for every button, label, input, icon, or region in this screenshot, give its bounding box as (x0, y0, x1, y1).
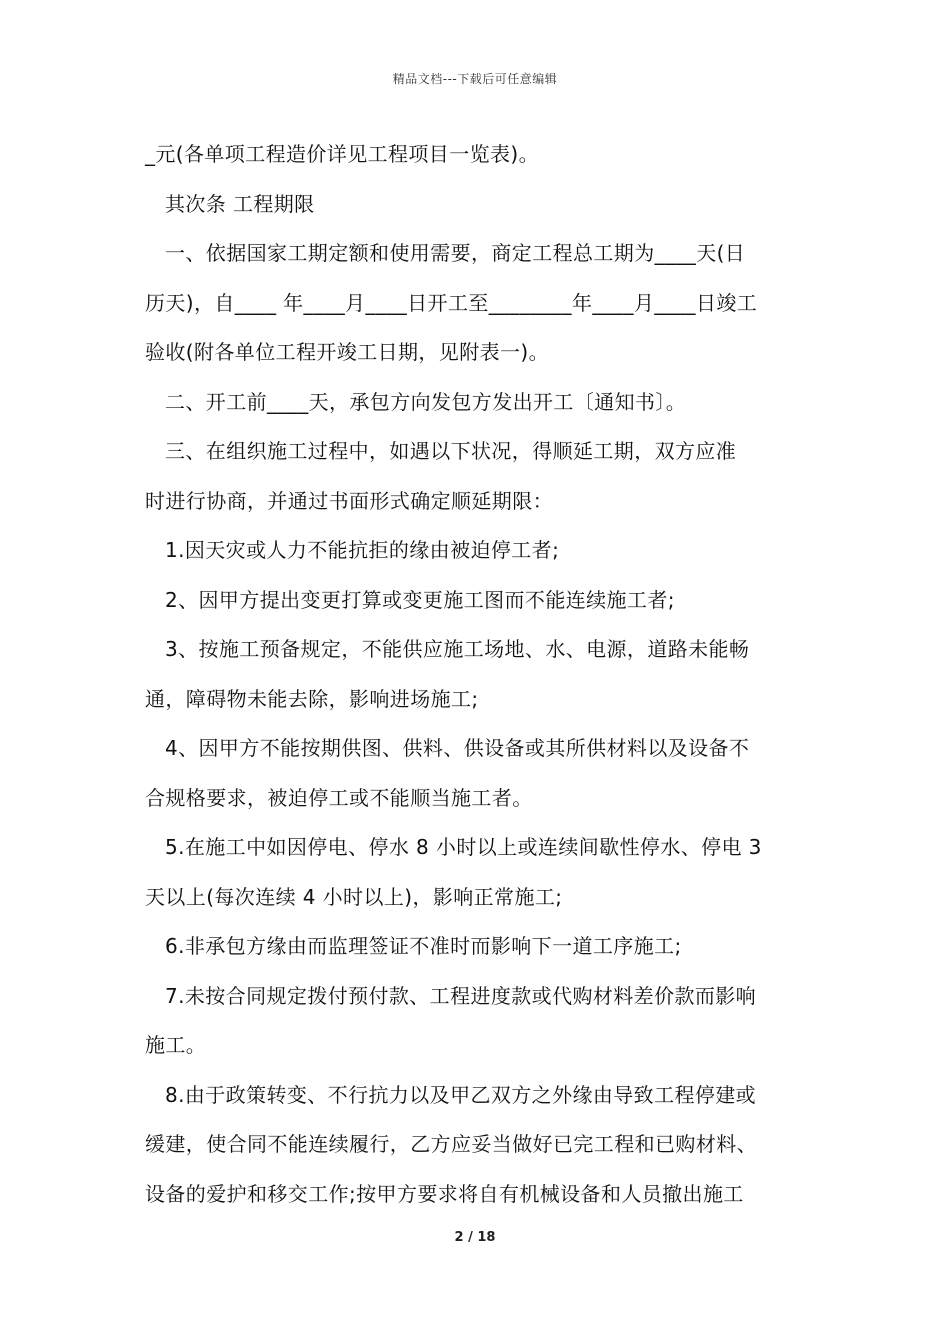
list-item-continuation: 设备的爱护和移交工作;按甲方要求将自有机械设备和人员撤出施工 (145, 1181, 744, 1206)
list-item-continuation: 合规格要求，被迫停工或不能顺当施工者。 (145, 785, 533, 810)
paragraph-line: 二、开工前____天，承包方向发包方发出开工〔通知书〕。 (165, 389, 687, 414)
paragraph-line: 历天)，自____ 年____月____日开工至________年____月____日竣工 (145, 290, 758, 315)
document-body (145, 130, 815, 1219)
list-item: 8.由于政策转变、不行抗力以及甲乙双方之外缘由导致工程停建或 (165, 1082, 757, 1107)
list-item-continuation: 缓建，使合同不能连续履行，乙方应妥当做好已完工程和已购材料、 (145, 1132, 757, 1156)
section-heading: 其次条 工程期限 (165, 191, 315, 216)
list-item: 1.因天灾或人力不能抗拒的缘由被迫停工者; (165, 538, 560, 562)
paragraph-line: 一、依据国家工期定额和使用需要，商定工程总工期为____天(日 (165, 241, 746, 265)
list-item: 2、因甲方提出变更打算或变更施工图而不能连续施工者; (165, 587, 675, 612)
list-item: 4、因甲方不能按期供图、供料、供设备或其所供材料以及设备不 (165, 736, 750, 760)
list-item-continuation: 天以上(每次连续 4 小时以上)，影响正常施工; (145, 884, 563, 909)
list-item: 3、按施工预备规定，不能供应施工场地、水、电源，道路未能畅 (165, 637, 750, 661)
list-item: 7.未按合同规定拨付预付款、工程进度款或代购材料差价款而影响 (165, 983, 757, 1008)
list-item: 5.在施工中如因停电、停水 8 小时以上或连续间歇性停水、停电 3 (165, 835, 762, 859)
paragraph-line: 时进行协商，并通过书面形式确定顺延期限： (145, 488, 553, 513)
page-header: 精品文档---下载后可任意编辑 (392, 72, 558, 86)
paragraph-line: 验收(附各单位工程开竣工日期，见附表一)。 (145, 340, 550, 364)
paragraph-line: 三、在组织施工过程中，如遇以下状况，得顺延工期，双方应准 (165, 439, 737, 463)
list-item: 6.非承包方缘由而监理签证不准时而影响下一道工序施工; (165, 934, 682, 958)
list-item-continuation: 通，障碍物未能去除，影响进场施工; (145, 686, 479, 711)
page-number: 2 / 18 (454, 1230, 496, 1245)
list-item-continuation: 施工。 (145, 1033, 207, 1057)
paragraph-line: _元(各单项工程造价详见工程项目一览表)。 (145, 142, 540, 166)
